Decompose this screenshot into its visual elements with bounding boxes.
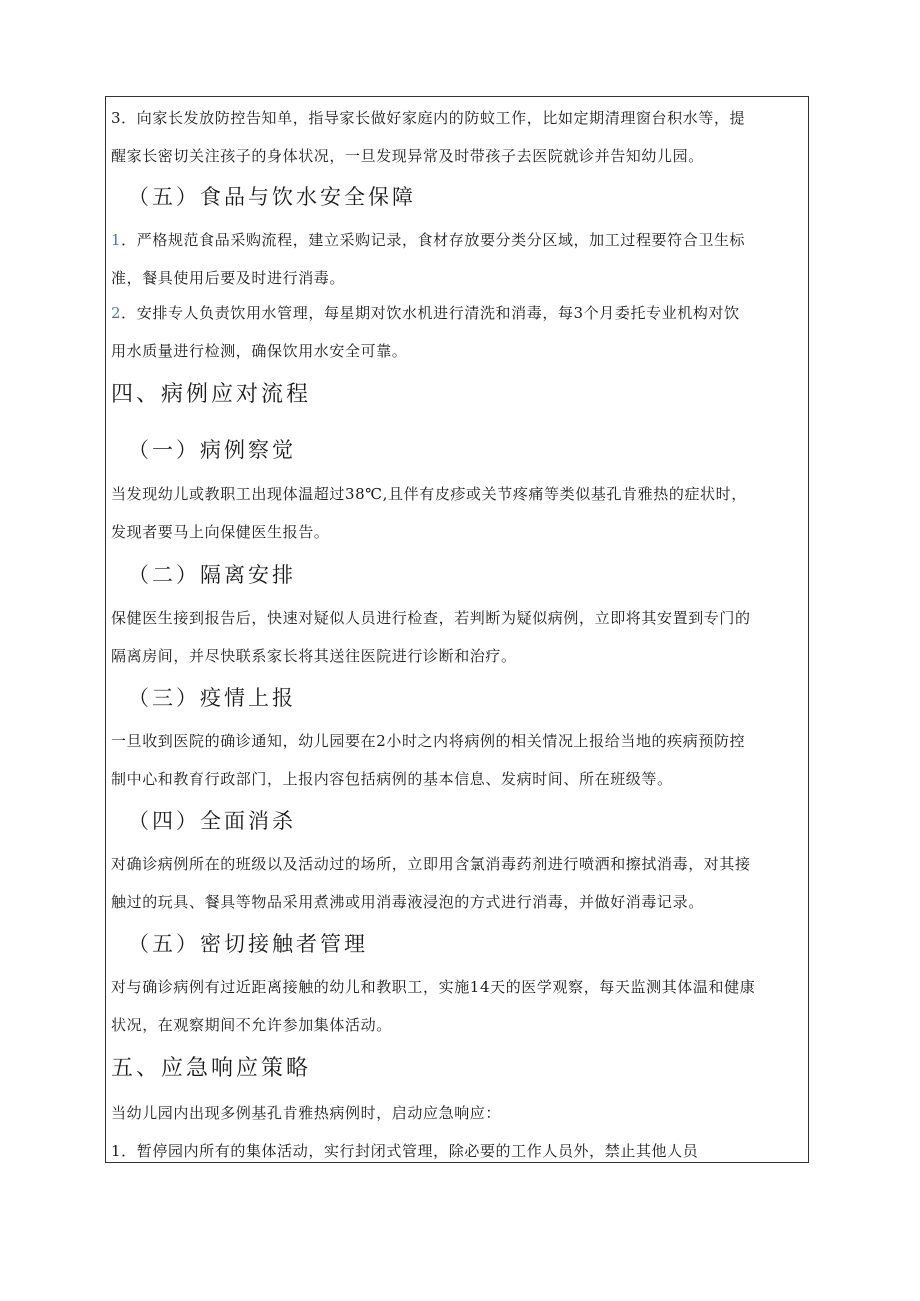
text-line: 发现者要马上向保健医生报告。 (111, 523, 330, 541)
paragraph-emergency-intro: 当幼儿园内出现多例基孔肯雅热病例时，启动应急响应： (111, 1104, 502, 1122)
paragraph-food-item-2 (111, 294, 803, 370)
item-number: 3 (111, 109, 122, 127)
section-heading-emergency-response: 五、应急响应策略 (111, 1056, 312, 1081)
text-line: 制中心和教育行政部门，上报内容包括病例的基本信息、发病时间、所在班级等。 (111, 770, 673, 788)
item-number: 2 (111, 304, 122, 322)
text-line: 醒家长密切关注孩子的身体状况，一旦发现异常及时带孩子去医院就诊并告知幼儿园。 (111, 147, 704, 165)
subsection-heading-case-detection: （一）病例察觉 (128, 438, 296, 462)
paragraph-emergency-item-1 (111, 1132, 803, 1170)
text-line: 触过的玩具、餐具等物品采用煮沸或用消毒液浸泡的方式进行消毒，并做好消毒记录。 (111, 893, 704, 911)
paragraph-isolation (111, 599, 803, 675)
text-line: 准，餐具使用后要及时进行消毒。 (111, 269, 346, 287)
paragraph-case-detection (111, 475, 803, 551)
text-line: 用水质量进行检测，确保饮用水安全可靠。 (111, 342, 408, 360)
text-line: 对与确诊病例有过近距离接触的幼儿和教职工，实施14天的医学观察，每天监测其体温和健康 (111, 978, 756, 996)
section-heading-case-response: 四、病例应对流程 (111, 382, 312, 407)
paragraph-disinfection (111, 845, 803, 921)
text-line: ．严格规范食品采购流程，建立采购记录，食材存放要分类分区域，加工过程要符合卫生标 (121, 231, 746, 249)
subsection-heading-isolation: （二）隔离安排 (128, 563, 296, 587)
text-line: 对确诊病例所在的班级以及活动过的场所，立即用含氯消毒药剂进行喷洒和擦拭消毒，对其接 (111, 855, 751, 873)
subsection-heading-food-water: （五）食品与饮水安全保障 (128, 185, 416, 209)
item-number: 1 (111, 1142, 122, 1160)
paragraph-close-contacts (111, 968, 803, 1044)
item-number: 1 (111, 231, 122, 249)
subsection-heading-reporting: （三）疫情上报 (128, 686, 296, 710)
text-line: 当发现幼儿或教职工出现体温超过38℃,且伴有皮疹或关节疼痛等类似基孔肯雅热的症状时， (111, 485, 747, 503)
text-line: 一旦收到医院的确诊通知，幼儿园要在2小时之内将病例的相关情况上报给当地的疾病预防控 (111, 732, 746, 750)
text-line: 保健医生接到报告后，快速对疑似人员进行检查，若判断为疑似病例，立即将其安置到专门的 (111, 609, 751, 627)
text-line: ．向家长发放防控告知单，指导家长做好家庭内的防蚊工作，比如定期清理窗台积水等，提 (121, 109, 746, 127)
paragraph-item-3 (111, 99, 803, 175)
subsection-heading-close-contacts: （五）密切接触者管理 (128, 932, 368, 956)
text-line: 隔离房间，并尽快联系家长将其送往医院进行诊断和治疗。 (111, 647, 517, 665)
paragraph-reporting (111, 722, 803, 798)
paragraph-food-item-1 (111, 221, 803, 297)
subsection-heading-disinfection: （四）全面消杀 (128, 809, 296, 833)
text-line: ．暂停园内所有的集体活动，实行封闭式管理，除必要的工作人员外，禁止其他人员 (121, 1142, 699, 1160)
text-line: 状况，在观察期间不允许参加集体活动。 (111, 1016, 392, 1034)
text-line: ．安排专人负责饮用水管理，每星期对饮水机进行清洗和消毒，每3个月委托专业机构对饮 (121, 304, 740, 322)
